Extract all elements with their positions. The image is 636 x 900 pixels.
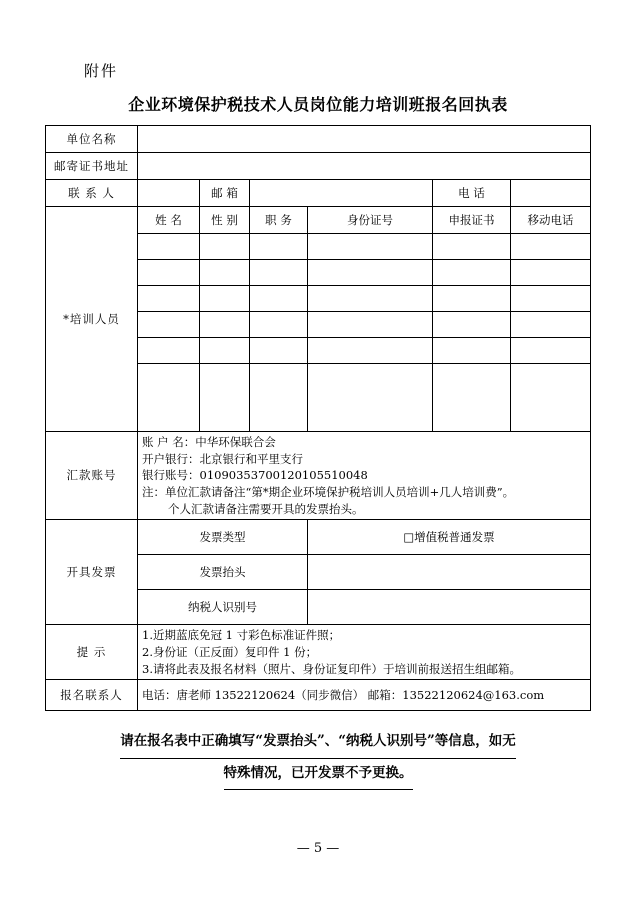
trainee-cell-name[interactable] xyxy=(138,338,200,364)
invoice-section-label: 开具发票 xyxy=(46,520,138,625)
remittance-note-personal: 个人汇款请备注需要开具的发票抬头。 xyxy=(168,501,364,516)
registration-form-table xyxy=(45,125,591,711)
trainee-cell-mobile[interactable] xyxy=(511,312,591,338)
table-row-contact-person xyxy=(46,680,591,711)
trainee-col-certificate: 申报证书 xyxy=(433,207,511,234)
tips-line-1: 1.近期蓝底免冠 1 寸彩色标准证件照； xyxy=(142,628,341,643)
remittance-label: 汇款账号 xyxy=(46,432,138,520)
table-row-invoice-type xyxy=(46,520,591,555)
remittance-note-company: 注：单位汇款请备注“第*期企业环境保护税培训人员培训+几人培训费”。 xyxy=(142,485,515,500)
table-row-contact xyxy=(46,180,591,207)
trainee-cell-gender[interactable] xyxy=(200,234,250,260)
taxpayer-id-value[interactable] xyxy=(308,590,591,625)
unit-name-value[interactable] xyxy=(138,126,591,153)
trainee-cell-position[interactable] xyxy=(250,364,308,432)
footer-notice-line-2: 特殊情况，已开发票不予更换。 xyxy=(224,759,413,790)
trainee-cell-certificate[interactable] xyxy=(433,234,511,260)
mail-address-label: 邮寄证书地址 xyxy=(46,153,138,180)
email-value[interactable] xyxy=(250,180,433,207)
trainee-cell-id-number[interactable] xyxy=(308,260,433,286)
remittance-details xyxy=(138,432,591,520)
mail-address-value[interactable] xyxy=(138,153,591,180)
invoice-type-label: 发票类型 xyxy=(138,520,308,555)
phone-value[interactable] xyxy=(511,180,591,207)
invoice-title-label: 发票抬头 xyxy=(138,555,308,590)
trainee-cell-certificate[interactable] xyxy=(433,286,511,312)
footer-notice xyxy=(36,727,600,790)
trainee-cell-name[interactable] xyxy=(138,234,200,260)
tips-line-3: 3.请将此表及报名材料（照片、身份证复印件）于培训前报送招生组邮箱。 xyxy=(142,661,521,676)
trainee-cell-gender[interactable] xyxy=(200,364,250,432)
trainee-cell-gender[interactable] xyxy=(200,286,250,312)
trainee-col-position: 职 务 xyxy=(250,207,308,234)
trainee-cell-id-number[interactable] xyxy=(308,286,433,312)
trainee-cell-gender[interactable] xyxy=(200,338,250,364)
unit-name-label: 单位名称 xyxy=(46,126,138,153)
trainee-cell-id-number[interactable] xyxy=(308,234,433,260)
contact-person-value: 电话：唐老师 13522120624（同步微信） 邮箱：13522120624@163.com xyxy=(138,680,591,711)
trainee-cell-mobile[interactable] xyxy=(511,234,591,260)
trainee-cell-name[interactable] xyxy=(138,260,200,286)
trainee-cell-mobile[interactable] xyxy=(511,260,591,286)
remittance-bank-name: 开户银行：北京银行和平里支行 xyxy=(142,451,303,466)
remittance-account-name: 账 户 名：中华环保联合会 xyxy=(142,435,276,449)
trainee-cell-name[interactable] xyxy=(138,364,200,432)
trainee-cell-name[interactable] xyxy=(138,286,200,312)
invoice-type-checkbox-vat-normal[interactable]: □增值税普通发票 xyxy=(308,520,591,555)
table-row-mail-address xyxy=(46,153,591,180)
contact-person-label: 报名联系人 xyxy=(46,680,138,711)
tips-line-2: 2.身份证（正反面）复印件 1 份； xyxy=(142,645,318,660)
trainee-cell-position[interactable] xyxy=(250,312,308,338)
contact-label: 联 系 人 xyxy=(46,180,138,207)
trainee-cell-certificate[interactable] xyxy=(433,312,511,338)
taxpayer-id-label: 纳税人识别号 xyxy=(138,590,308,625)
trainee-col-id-number: 身份证号 xyxy=(308,207,433,234)
trainee-cell-mobile[interactable] xyxy=(511,364,591,432)
trainee-cell-position[interactable] xyxy=(250,338,308,364)
trainee-col-mobile: 移动电话 xyxy=(511,207,591,234)
trainee-col-gender: 性 别 xyxy=(200,207,250,234)
tips-content xyxy=(138,625,591,680)
footer-notice-line-1: 请在报名表中正确填写“发票抬头”、“纳税人识别号”等信息，如无 xyxy=(120,727,516,758)
phone-label: 电 话 xyxy=(433,180,511,207)
trainee-cell-id-number[interactable] xyxy=(308,312,433,338)
table-row-trainee-header xyxy=(46,207,591,234)
trainee-cell-mobile[interactable] xyxy=(511,338,591,364)
table-row-tips xyxy=(46,625,591,680)
trainee-cell-position[interactable] xyxy=(250,286,308,312)
trainee-cell-gender[interactable] xyxy=(200,312,250,338)
trainee-cell-id-number[interactable] xyxy=(308,364,433,432)
trainee-section-label: *培训人员 xyxy=(46,207,138,432)
page-number: — 5 — xyxy=(296,841,340,856)
trainee-cell-gender[interactable] xyxy=(200,260,250,286)
tips-label: 提 示 xyxy=(46,625,138,680)
contact-value[interactable] xyxy=(138,180,200,207)
invoice-title-value[interactable] xyxy=(308,555,591,590)
trainee-col-name: 姓 名 xyxy=(138,207,200,234)
trainee-cell-position[interactable] xyxy=(250,260,308,286)
trainee-cell-certificate[interactable] xyxy=(433,338,511,364)
trainee-cell-name[interactable] xyxy=(138,312,200,338)
trainee-cell-position[interactable] xyxy=(250,234,308,260)
email-label: 邮 箱 xyxy=(200,180,250,207)
trainee-cell-mobile[interactable] xyxy=(511,286,591,312)
table-row-unit-name xyxy=(46,126,591,153)
attachment-label: 附件 xyxy=(84,62,119,80)
table-row-remittance xyxy=(46,432,591,520)
trainee-cell-id-number[interactable] xyxy=(308,338,433,364)
trainee-cell-certificate[interactable] xyxy=(433,260,511,286)
trainee-cell-certificate[interactable] xyxy=(433,364,511,432)
remittance-account-number: 银行账号：01090353700120105510048 xyxy=(142,468,368,483)
page-title: 企业环境保护税技术人员岗位能力培训班报名回执表 xyxy=(128,95,508,114)
